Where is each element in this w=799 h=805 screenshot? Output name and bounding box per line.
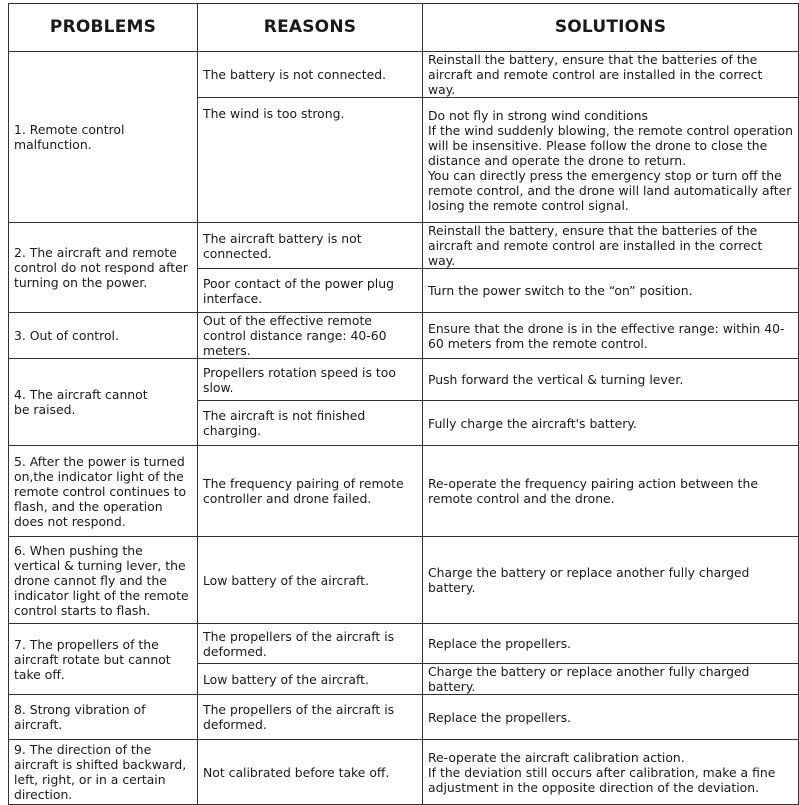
solution-cell: Replace the propellers. bbox=[423, 624, 799, 664]
table-row bbox=[9, 223, 799, 269]
problem-cell: 1. Remote control malfunction. bbox=[9, 52, 198, 223]
table-row bbox=[9, 537, 799, 624]
solution-cell: Re-operate the aircraft calibration action. If the deviation still occurs after calibration, make a fine adjustment in the opposite direction of the deviation. bbox=[423, 740, 799, 805]
reason-cell: The battery is not connected. bbox=[198, 52, 423, 98]
problem-cell: 6. When pushing the vertical & turning lever, the drone cannot fly and the indicator light of the remote control starts to flash. bbox=[9, 537, 198, 624]
reason-cell: Propellers rotation speed is too slow. bbox=[198, 359, 423, 401]
solution-cell: Reinstall the battery, ensure that the batteries of the aircraft and remote control are installed in the correct way. bbox=[423, 52, 799, 98]
reason-cell: The aircraft is not finished charging. bbox=[198, 401, 423, 446]
reason-cell: Out of the effective remote control distance range: 40-60 meters. bbox=[198, 313, 423, 359]
table-row bbox=[9, 52, 799, 98]
solution-cell: Replace the propellers. bbox=[423, 695, 799, 740]
reason-cell: The frequency pairing of remote controller and drone failed. bbox=[198, 446, 423, 537]
troubleshooting-table bbox=[8, 3, 799, 805]
table-row bbox=[9, 624, 799, 664]
reason-cell: The propellers of the aircraft is deformed. bbox=[198, 624, 423, 664]
problem-cell: 7. The propellers of the aircraft rotate but cannot take off. bbox=[9, 624, 198, 695]
problem-cell: 4. The aircraft cannot be raised. bbox=[9, 359, 198, 446]
reason-cell: Not calibrated before take off. bbox=[198, 740, 423, 805]
problem-cell: 2. The aircraft and remote control do not respond after turning on the power. bbox=[9, 223, 198, 313]
solution-cell: Charge the battery or replace another fully charged battery. bbox=[423, 664, 799, 695]
problem-cell: 9. The direction of the aircraft is shifted backward, left, right, or in a certain direction. bbox=[9, 740, 198, 805]
solution-cell: Fully charge the aircraft's battery. bbox=[423, 401, 799, 446]
reason-cell: The propellers of the aircraft is deformed. bbox=[198, 695, 423, 740]
solution-cell: Push forward the vertical & turning lever. bbox=[423, 359, 799, 401]
solution-cell: Do not fly in strong wind conditions If the wind suddenly blowing, the remote control operation will be insensitive. Please follow the drone to close the distance and operate the drone to return. You can directly press the emergency stop or turn off the remote control, and the drone will land automatically after losing the remote control signal. bbox=[423, 98, 799, 223]
reason-cell: Poor contact of the power plug interface. bbox=[198, 269, 423, 313]
problem-cell: 8. Strong vibration of aircraft. bbox=[9, 695, 198, 740]
header-row bbox=[9, 4, 799, 52]
header-solutions: SOLUTIONS bbox=[423, 4, 799, 52]
reason-cell: Low battery of the aircraft. bbox=[198, 537, 423, 624]
header-reasons: REASONS bbox=[198, 4, 423, 52]
solution-cell: Reinstall the battery, ensure that the batteries of the aircraft and remote control are installed in the correct way. bbox=[423, 223, 799, 269]
reason-cell: The aircraft battery is not connected. bbox=[198, 223, 423, 269]
table-row bbox=[9, 446, 799, 537]
table-row bbox=[9, 313, 799, 359]
table-row bbox=[9, 695, 799, 740]
problem-cell: 5. After the power is turned on,the indicator light of the remote control continues to flash, and the operation does not respond. bbox=[9, 446, 198, 537]
reason-cell: The wind is too strong. bbox=[198, 98, 423, 223]
solution-cell: Ensure that the drone is in the effective range: within 40-60 meters from the remote control. bbox=[423, 313, 799, 359]
header-problems: PROBLEMS bbox=[9, 4, 198, 52]
reason-cell: Low battery of the aircraft. bbox=[198, 664, 423, 695]
solution-cell: Turn the power switch to the “on” position. bbox=[423, 269, 799, 313]
solution-cell: Re-operate the frequency pairing action between the remote control and the drone. bbox=[423, 446, 799, 537]
solution-cell: Charge the battery or replace another fully charged battery. bbox=[423, 537, 799, 624]
problem-cell: 3. Out of control. bbox=[9, 313, 198, 359]
table-row bbox=[9, 359, 799, 401]
